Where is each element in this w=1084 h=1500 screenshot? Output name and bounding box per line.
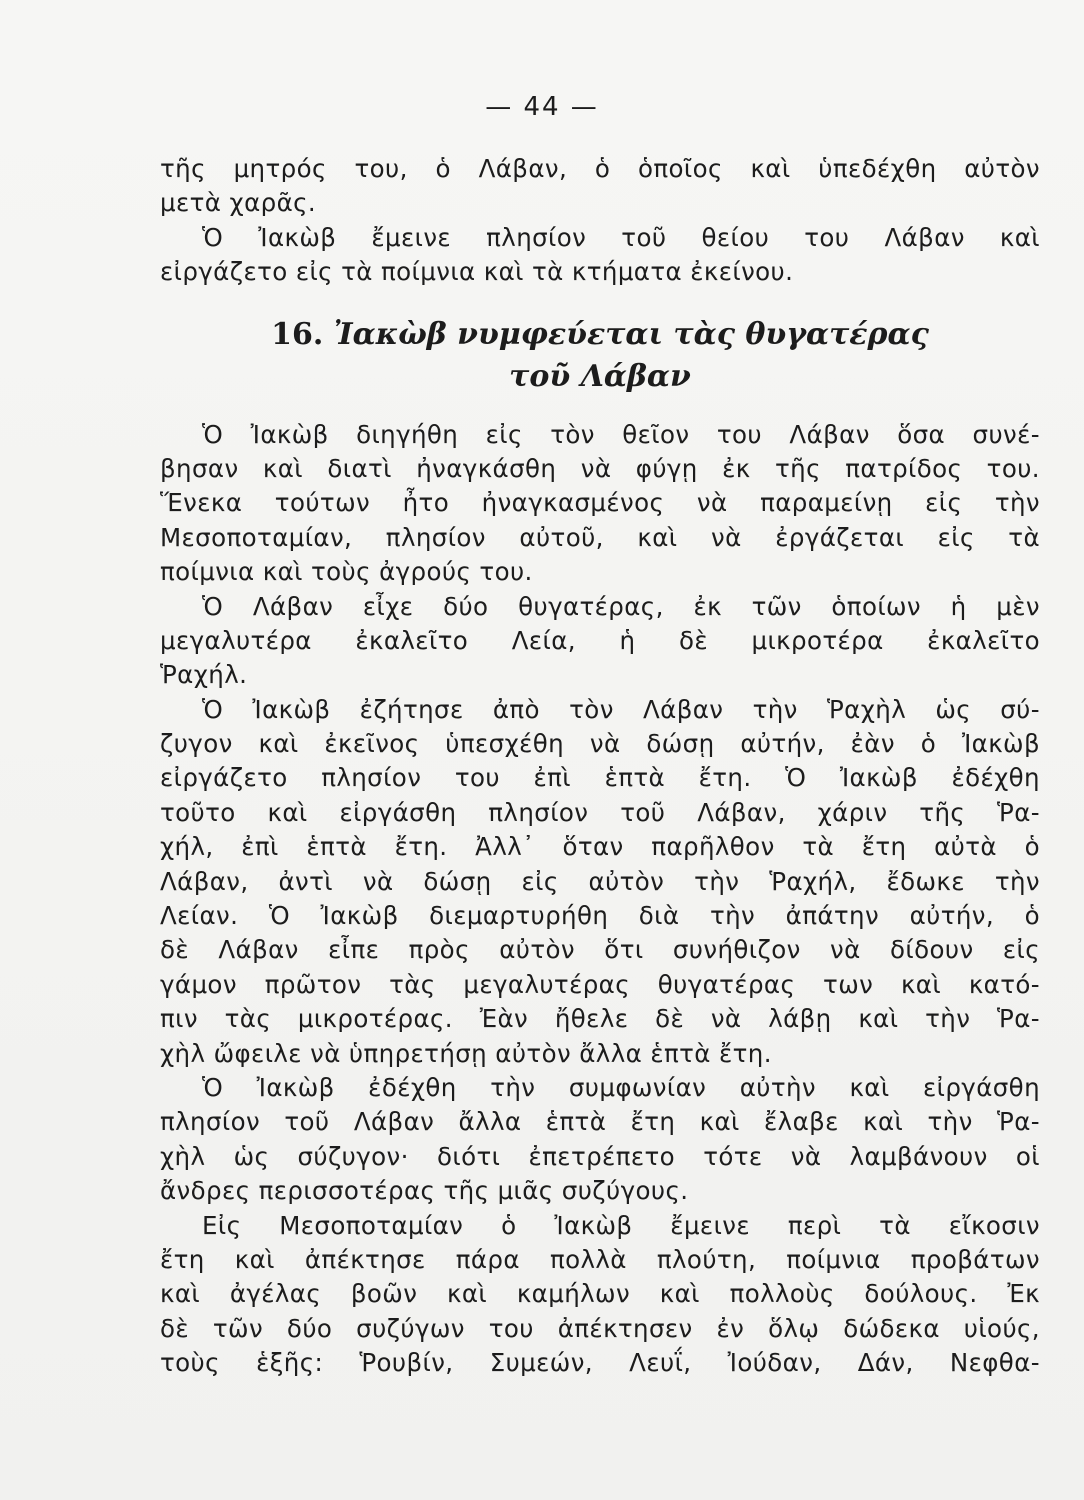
text-line: βησαν καὶ διατὶ ἠναγκάσθη νὰ φύγῃ ἐκ τῆς πατρίδος του. [160, 453, 1040, 483]
text-line: μεγαλυτέρα ἐκαλεῖτο Λεία, ἡ δὲ μικροτέρα ἐκαλεῖτο [160, 625, 1040, 655]
text-line: Λείαν. Ὁ Ἰακὼβ διεμαρτυρήθη διὰ τὴν ἀπάτην αὐτήν, ὁ [160, 901, 1040, 931]
text-line: τοὺς ἑξῆς: Ῥουβίν, Συμεών, Λευΐ, Ἰούδαν, Δάν, Νεφθα- [160, 1348, 1040, 1378]
text-line: πλησίον τοῦ Λάβαν ἄλλα ἑπτὰ ἔτη καὶ ἔλαβε καὶ τὴν Ῥα- [160, 1107, 1040, 1137]
text-line: Λάβαν, ἀντὶ νὰ δώσῃ εἰς αὐτὸν τὴν Ῥαχήλ, ἔδωκε τὴν [160, 866, 1040, 896]
text-line: Ὁ Ἰακὼβ ἔμεινε πλησίον τοῦ θείου του Λάβαν καὶ [202, 222, 1040, 252]
text-line: ἄνδρες περισσοτέρας τῆς μιᾶς συζύγους. [160, 1176, 689, 1206]
text-line: χὴλ ὤφειλε νὰ ὑπηρετήσῃ αὐτὸν ἄλλα ἑπτὰ ἔτη. [160, 1038, 772, 1068]
text-line: γάμον πρῶτον τὰς μεγαλυτέρας θυγατέρας των καὶ κατό- [160, 969, 1040, 999]
text-line: ποίμνια καὶ τοὺς ἀγρούς του. [160, 557, 533, 587]
text-line: Ὁ Λάβαν εἶχε δύο θυγατέρας, ἐκ τῶν ὁποίων ἡ μὲν [202, 591, 1040, 621]
page-number: — 44 — [485, 92, 599, 122]
section-title-line1: Ἰακὼβ νυμφεύεται τὰς θυγατέρας [333, 316, 929, 352]
text-line: μετὰ χαρᾶς. [160, 188, 317, 218]
text-line: δὲ τῶν δύο συζύγων του ἀπέκτησεν ἐν ὅλῳ δώδεκα υἱούς, [160, 1313, 1040, 1343]
text-line: καὶ ἀγέλας βοῶν καὶ καμήλων καὶ πολλοὺς δούλους. Ἐκ [160, 1279, 1040, 1309]
text-line: τῆς μητρός του, ὁ Λάβαν, ὁ ὁποῖος καὶ ὑπεδέχθη αὐτὸν [160, 154, 1040, 183]
text-line: Ὁ Ἰακὼβ ἐδέχθη τὴν συμφωνίαν αὐτὴν καὶ εἰργάσθη [202, 1072, 1040, 1102]
text-line: τοῦτο καὶ εἰργάσθη πλησίον τοῦ Λάβαν, χάριν τῆς Ῥα- [160, 797, 1040, 827]
text-line: Ῥαχήλ. [160, 660, 248, 690]
text-line: Ἕνεκα τούτων ἦτο ἠναγκασμένος νὰ παραμείνῃ εἰς τὴν [160, 488, 1040, 518]
text-line: εἰργάζετο εἰς τὰ ποίμνια καὶ τὰ κτήματα ἐκείνου. [160, 257, 794, 287]
text-line: χὴλ ὡς σύζυγον· διότι ἐπετρέπετο τότε νὰ λαμβάνουν οἱ [160, 1141, 1040, 1171]
text-line: Εἰς Μεσοποταμίαν ὁ Ἰακὼβ ἔμεινε περὶ τὰ εἴκοσιν [202, 1210, 1040, 1240]
text-line: ζυγον καὶ ἐκεῖνος ὑπεσχέθη νὰ δώσῃ αὐτήν, ἐὰν ὁ Ἰακὼβ [160, 729, 1040, 759]
section-title-line2: τοῦ Λάβαν [509, 358, 691, 394]
page-content [160, 152, 1040, 1381]
text-line: εἰργάζετο πλησίον του ἐπὶ ἑπτὰ ἔτη. Ὁ Ἰακὼβ ἐδέχθη [160, 763, 1040, 793]
text-line: Μεσοποταμίαν, πλησίον αὐτοῦ, καὶ νὰ ἐργάζεται εἰς τὰ [160, 522, 1040, 552]
text-line: ἔτη καὶ ἀπέκτησε πάρα πολλὰ πλούτη, ποίμνια προβάτων [160, 1244, 1040, 1274]
section-number: 16. [271, 316, 324, 352]
text-line: Ὁ Ἰακὼβ ἐζήτησε ἀπὸ τὸν Λάβαν τὴν Ῥαχὴλ ὡς σύ- [202, 694, 1040, 724]
text-line: πιν τὰς μικροτέρας. Ἐὰν ἤθελε δὲ νὰ λάβῃ καὶ τὴν Ῥα- [160, 1004, 1040, 1034]
text-line: Ὁ Ἰακὼβ διηγήθη εἰς τὸν θεῖον του Λάβαν ὅσα συνέ- [202, 419, 1040, 449]
section-heading [160, 314, 1040, 356]
text-line: χήλ, ἐπὶ ἑπτὰ ἔτη. Ἀλλ᾽ ὅταν παρῆλθον τὰ ἔτη αὐτὰ ὁ [160, 832, 1040, 862]
text-line: δὲ Λάβαν εἶπε πρὸς αὐτὸν ὅτι συνήθιζον νὰ δίδουν εἰς [160, 935, 1040, 965]
